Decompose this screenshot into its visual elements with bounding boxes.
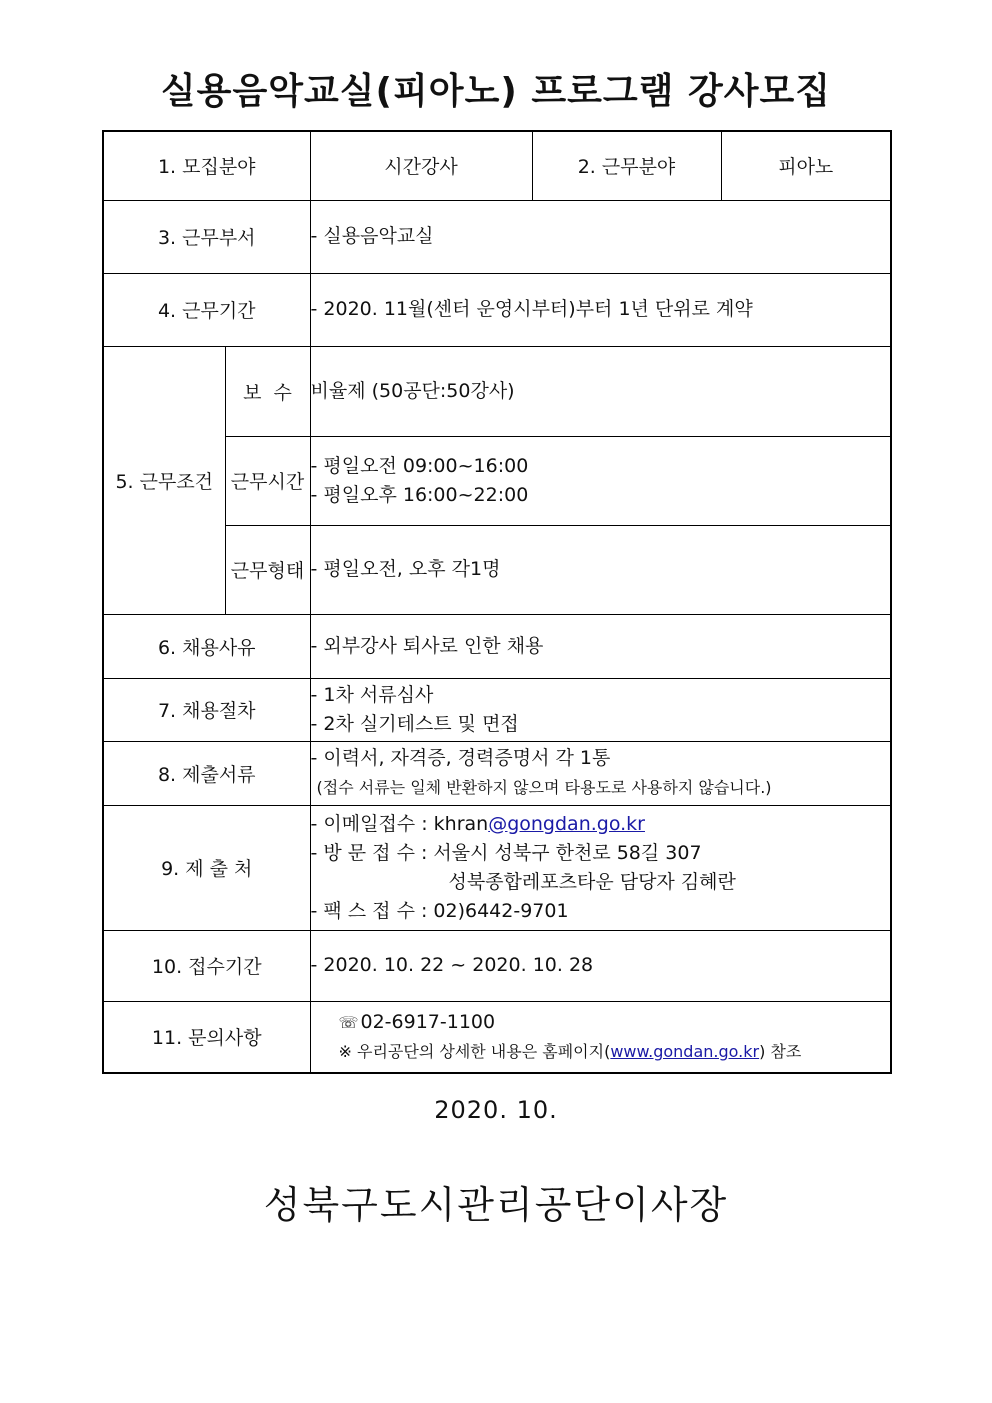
row-procedure <box>103 678 891 741</box>
homepage-note-suffix: ) 참조 <box>759 1041 802 1061</box>
row-application-period <box>103 930 891 1001</box>
row-pay <box>103 346 891 436</box>
phone-icon: ☏ <box>338 1012 359 1032</box>
hours-morning: - 평일오전 09:00~16:00 <box>310 454 529 477</box>
work-field-label: 2. 근무분야 <box>532 131 721 200</box>
period-label: 4. 근무기간 <box>103 273 310 346</box>
hours-label: 근무시간 <box>225 436 310 525</box>
conditions-label: 5. 근무조건 <box>103 346 225 614</box>
row-inquiry <box>103 1001 891 1073</box>
email-link[interactable]: @gongdan.go.kr <box>488 812 645 835</box>
document-date: 2020. 10. <box>434 1096 558 1124</box>
phone-line <box>339 1008 891 1037</box>
documents-note: (접수 서류는 일체 반환하지 않으며 타용도로 사용하지 않습니다.) <box>316 778 772 797</box>
pay-value: 비율제 (50공단:50강사) <box>310 346 891 436</box>
documents-label: 8. 제출서류 <box>103 741 310 805</box>
hours-value <box>310 436 891 525</box>
row-documents <box>103 741 891 805</box>
email-line <box>311 810 891 839</box>
work-type-label: 근무형태 <box>225 525 310 614</box>
department-value: - 실용음악교실 <box>310 200 891 273</box>
hours-afternoon: - 평일오후 16:00~22:00 <box>310 483 529 506</box>
procedure-step-2: - 2차 실기테스트 및 면접 <box>310 712 519 735</box>
fax-line: - 팩 스 접 수 : 02)6442-9701 <box>310 899 569 922</box>
reason-label: 6. 채용사유 <box>103 614 310 678</box>
application-period-label: 10. 접수기간 <box>103 930 310 1001</box>
inquiry-label: 11. 문의사항 <box>103 1001 310 1073</box>
reason-value: - 외부강사 퇴사로 인한 채용 <box>310 614 891 678</box>
homepage-note <box>339 1037 891 1066</box>
row-reason <box>103 614 891 678</box>
procedure-step-1: - 1차 서류심사 <box>310 683 434 706</box>
work-type-value: - 평일오전, 오후 각1명 <box>310 525 891 614</box>
row-period <box>103 273 891 346</box>
documents-value <box>310 741 891 805</box>
pay-label: 보 수 <box>225 346 310 436</box>
visit-line-2: 성북종합레포츠타운 담당자 김혜란 <box>448 870 736 893</box>
application-period-value: - 2020. 10. 22 ~ 2020. 10. 28 <box>310 930 891 1001</box>
documents-list: - 이력서, 자격증, 경력증명서 각 1통 <box>310 747 611 769</box>
email-prefix: - 이메일접수 : khran <box>310 812 489 835</box>
row-department <box>103 200 891 273</box>
work-field-value: 피아노 <box>721 131 891 200</box>
homepage-note-prefix: ※ 우리공단의 상세한 내용은 홈페이지( <box>338 1041 611 1061</box>
inquiry-value <box>310 1001 891 1073</box>
row-recruit-field <box>103 131 891 200</box>
visit-line-1: - 방 문 접 수 : 서울시 성북구 한천로 58길 307 <box>310 841 702 864</box>
issuer-name: 성북구도시관리공단이사장 <box>263 1183 729 1227</box>
period-value: - 2020. 11월(센터 운영시부터)부터 1년 단위로 계약 <box>310 273 891 346</box>
procedure-label: 7. 채용절차 <box>103 678 310 741</box>
department-label: 3. 근무부서 <box>103 200 310 273</box>
procedure-value <box>310 678 891 741</box>
document-title: 실용음악교실(피아노) 프로그램 강사모집 <box>160 71 832 112</box>
recruit-field-value: 시간강사 <box>310 131 532 200</box>
recruitment-table <box>102 130 892 1074</box>
row-submit-to <box>103 805 891 930</box>
phone-number: 02-6917-1100 <box>360 1010 496 1033</box>
recruit-field-label: 1. 모집분야 <box>103 131 310 200</box>
submit-to-label: 9. 제 출 처 <box>103 805 310 930</box>
homepage-link[interactable]: www.gondan.go.kr <box>610 1041 760 1061</box>
submit-to-value <box>310 805 891 930</box>
